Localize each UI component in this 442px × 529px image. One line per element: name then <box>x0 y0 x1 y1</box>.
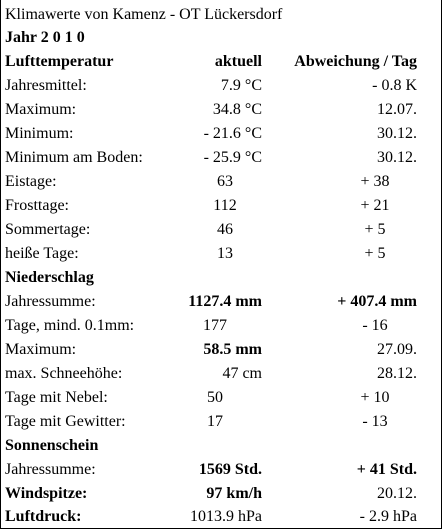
pressure-deviation: - 2.9 hPa <box>359 508 417 525</box>
year-label: Jahr 2 0 1 0 <box>5 29 85 46</box>
row-value-current: 47 cm <box>222 365 262 382</box>
section-heading-temperature: Lufttemperatur <box>5 53 114 70</box>
table-row <box>0 122 442 146</box>
pressure-value: 1013.9 hPa <box>190 508 262 525</box>
temp-header-row <box>0 50 442 74</box>
row-value-current: - 21.6 °C <box>203 125 262 142</box>
table-row <box>0 146 442 170</box>
row-value-deviation: 28.12. <box>377 365 417 382</box>
row-label: Eistage: <box>5 173 57 190</box>
row-value-deviation: 27.09. <box>377 341 417 358</box>
rain-header-row <box>0 266 442 290</box>
row-value-current: 1127.4 mm <box>188 293 262 310</box>
row-value-deviation: 30.12. <box>377 149 417 166</box>
row-value-current: 13 <box>217 245 233 262</box>
year-row <box>0 26 442 50</box>
table-row <box>0 386 442 410</box>
column-header-deviation: Abweichung / Tag <box>294 53 417 70</box>
sun-header-row <box>0 434 442 458</box>
table-row <box>0 218 442 242</box>
table-row <box>0 458 442 482</box>
table-row <box>0 98 442 122</box>
wind-date: 20.12. <box>377 485 417 502</box>
row-label: Jahressumme: <box>5 293 96 310</box>
row-label: Minimum am Boden: <box>5 149 143 166</box>
row-value-current: 58.5 mm <box>203 341 262 358</box>
table-row <box>0 170 442 194</box>
row-value-deviation: + 10 <box>360 389 390 406</box>
table-row <box>0 290 442 314</box>
row-value-deviation: + 21 <box>360 197 390 214</box>
row-value-deviation: - 16 <box>362 317 388 334</box>
table-row <box>0 338 442 362</box>
row-label: Maximum: <box>5 341 77 358</box>
page-title: Klimawerte von Kamenz - OT Lückersdorf <box>5 6 283 23</box>
row-label: heiße Tage: <box>5 245 79 262</box>
row-value-deviation: 30.12. <box>377 125 417 142</box>
row-label: Tage, mind. 0.1mm: <box>5 317 135 334</box>
row-value-deviation: 12.07. <box>377 101 417 118</box>
column-header-current: aktuell <box>214 53 262 70</box>
row-label: Sommertage: <box>5 221 91 238</box>
table-row <box>0 74 442 98</box>
table-row <box>0 362 442 386</box>
row-value-deviation: + 41 Std. <box>356 461 417 478</box>
row-label: Jahressumme: <box>5 461 96 478</box>
row-value-current: 17 <box>207 413 223 430</box>
row-label: Tage mit Nebel: <box>5 389 108 406</box>
row-value-current: 1569 Std. <box>198 461 262 478</box>
row-value-deviation: + 5 <box>364 221 386 238</box>
row-label: Maximum: <box>5 101 77 118</box>
row-label: Frosttage: <box>5 197 69 214</box>
row-value-current: 7.9 °C <box>220 77 262 94</box>
pressure-row <box>0 505 442 529</box>
pressure-label: Luftdruck: <box>5 508 82 525</box>
row-value-current: 177 <box>203 317 227 334</box>
table-row <box>0 314 442 338</box>
table-row <box>0 194 442 218</box>
row-label: Minimum: <box>5 125 74 142</box>
row-label: Tage mit Gewitter: <box>5 413 126 430</box>
row-value-current: 50 <box>207 389 223 406</box>
row-value-deviation: + 407.4 mm <box>337 293 417 310</box>
row-value-deviation: + 5 <box>364 245 386 262</box>
row-value-deviation: + 38 <box>360 173 390 190</box>
row-value-current: 34.8 °C <box>212 101 262 118</box>
wind-row <box>0 482 442 506</box>
section-heading-precipitation: Niederschlag <box>5 269 94 286</box>
wind-value: 97 km/h <box>206 485 262 502</box>
row-value-current: 63 <box>217 173 233 190</box>
row-label: max. Schneehöhe: <box>5 365 123 382</box>
row-value-current: 46 <box>217 221 233 238</box>
table-row <box>0 242 442 266</box>
wind-label: Windspitze: <box>5 485 88 502</box>
title-row <box>0 3 442 27</box>
table-row <box>0 410 442 434</box>
row-value-deviation: - 13 <box>362 413 388 430</box>
section-heading-sunshine: Sonnenschein <box>5 437 99 454</box>
row-value-current: - 25.9 °C <box>203 149 262 166</box>
row-value-current: 112 <box>213 197 237 214</box>
row-value-deviation: - 0.8 K <box>372 77 417 94</box>
row-label: Jahresmittel: <box>5 77 87 94</box>
